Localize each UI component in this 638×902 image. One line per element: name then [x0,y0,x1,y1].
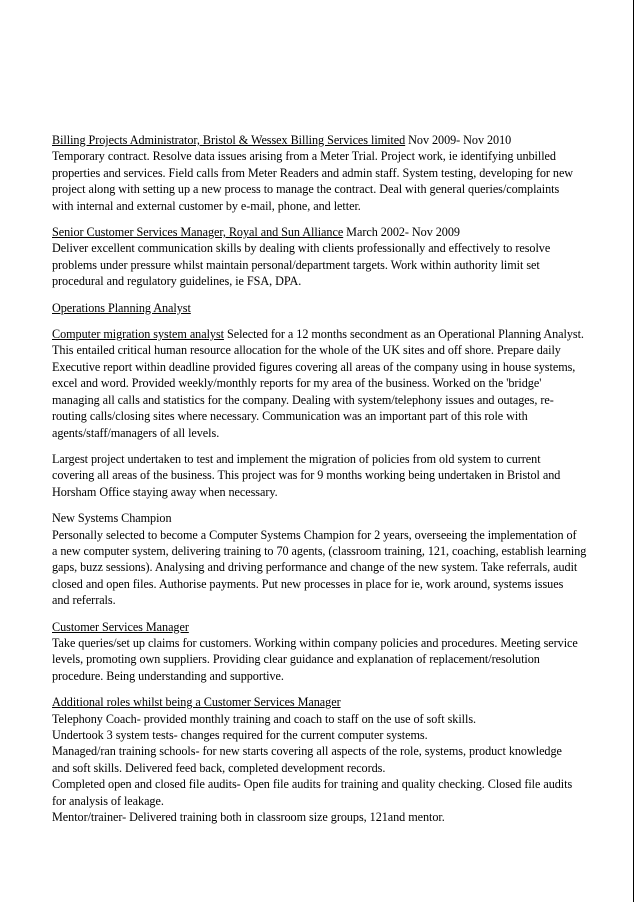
section-heading-line [52,224,592,240]
paragraph-line: levels, promoting own suppliers. Providing clear guidance and explanation of replacement/resolution [52,652,540,667]
spacer [52,684,592,694]
paragraph-line: Personally selected to become a Computer Systems Champion for 2 years, overseeing the implementation of [52,527,577,542]
section-heading: Additional roles whilst being a Customer Services Manager [52,695,341,710]
paragraph-line: procedure. Being understanding and supportive. [52,668,284,683]
section-heading: Computer migration system analyst [52,327,224,342]
section-heading: Billing Projects Administrator, Bristol & Wessex Billing Services limited [52,133,406,147]
paragraph-line: Horsham Office staying away when necessary. [52,484,278,499]
paragraph-line: procedural and regulatory guidelines, ie FSA, DPA. [52,274,302,289]
section-champion [52,510,592,608]
section-csm [52,619,592,685]
spacer [52,500,592,510]
paragraph-line: Largest project undertaken to test and implement the migration of policies from old system to current [52,451,541,466]
page-edge-line [633,0,634,902]
section-heading-suffix: Nov 2009- Nov 2010 [405,133,512,147]
document-body [52,132,592,825]
section-heading: Operations Planning Analyst [52,300,191,315]
paragraph-line: Temporary contract. Resolve data issues arising from a Meter Trial. Project work, ie identifying unbilled [52,149,556,164]
spacer [52,609,592,619]
paragraph-line: covering all areas of the business. This project was for 9 months working being undertaken in Bristol and [52,468,561,483]
section-heading: Customer Services Manager [52,619,189,634]
paragraph-line: closed and open files. Authorise payments. Put new processes in place for ie, work around, systems issues [52,576,564,591]
paragraph-line: Executive report within deadline provided figures covering all areas of the company using in house systems, [52,359,576,374]
paragraph-line: managing all calls and statistics for the company. Dealing with system/telephony issues and outages, re- [52,392,554,407]
section-billing [52,132,592,214]
section-heading-line [52,694,592,710]
paragraph-line: problems under pressure whilst maintain personal/department targets. Work within authority limit set [52,257,540,272]
section-migration [52,326,592,441]
paragraph-line: and soft skills. Delivered feed back, completed development records. [52,760,386,775]
section-heading-line [52,326,592,342]
spacer [52,214,592,224]
section-heading-line [52,132,592,148]
paragraph-line: Telephony Coach- provided monthly training and coach to staff on the use of soft skills. [52,711,477,726]
paragraph-line: project along with setting up a new process to manage the contract. Deal with general queries/complaints [52,182,560,197]
paragraph-line: Completed open and closed file audits- Open file audits for training and quality checking. Closed file audits [52,777,573,792]
section-ops [52,300,592,316]
section-senior [52,224,592,290]
paragraph-line: Deliver excellent communication skills by dealing with clients professionally and effectively to resolve [52,241,551,256]
paragraph-line: Undertook 3 system tests- changes required for the current computer systems. [52,728,428,742]
section-heading-suffix: March 2002- Nov 2009 [343,225,460,240]
spacer [52,441,592,451]
paragraph-line: a new computer system, delivering training to 70 agents, (classroom training, 121, coaching, establish learning [52,543,587,558]
spacer [52,290,592,300]
paragraph-line: with internal and external customer by e-mail, phone, and letter. [52,198,361,213]
paragraph-line: New Systems Champion [52,511,172,526]
paragraph-line: Take queries/set up claims for customers. Working within company policies and procedures. Meeting service [52,635,578,650]
paragraph-line: for analysis of leakage. [52,793,164,808]
spacer [52,316,592,326]
section-heading: Senior Customer Services Manager, Royal and Sun Alliance [52,225,344,240]
paragraph-line: excel and word. Provided weekly/monthly reports for my area of the business. Worked on the 'bridge' [52,376,542,391]
section-additional-roles [52,694,592,825]
paragraph-line: properties and services. Field calls from Meter Readers and admin staff. System testing, developing for new [52,165,574,180]
paragraph-line: gaps, buzz sessions). Analysing and driving performance and change of the new system. Take referrals, audit [52,560,578,575]
section-heading-line [52,300,592,316]
paragraph-line: Mentor/trainer- Delivered training both in classroom size groups, 121and mentor. [52,810,445,825]
section-heading-suffix: Selected for a 12 months secondment as an Operational Planning Analyst. [224,327,584,342]
paragraph-line: and referrals. [52,593,116,608]
paragraph-line: This entailed critical human resource allocation for the whole of the UK sites and off shore. Prepare daily [52,343,561,358]
section-heading-line [52,619,592,635]
section-largest-project [52,451,592,500]
paragraph-line: agents/staff/managers of all levels. [52,425,220,440]
paragraph-line: routing calls/closing sites where necessary. Communication was an important part of this role with [52,409,528,424]
paragraph-line: Managed/ran training schools- for new starts covering all aspects of the role, systems, product knowledge [52,744,562,759]
